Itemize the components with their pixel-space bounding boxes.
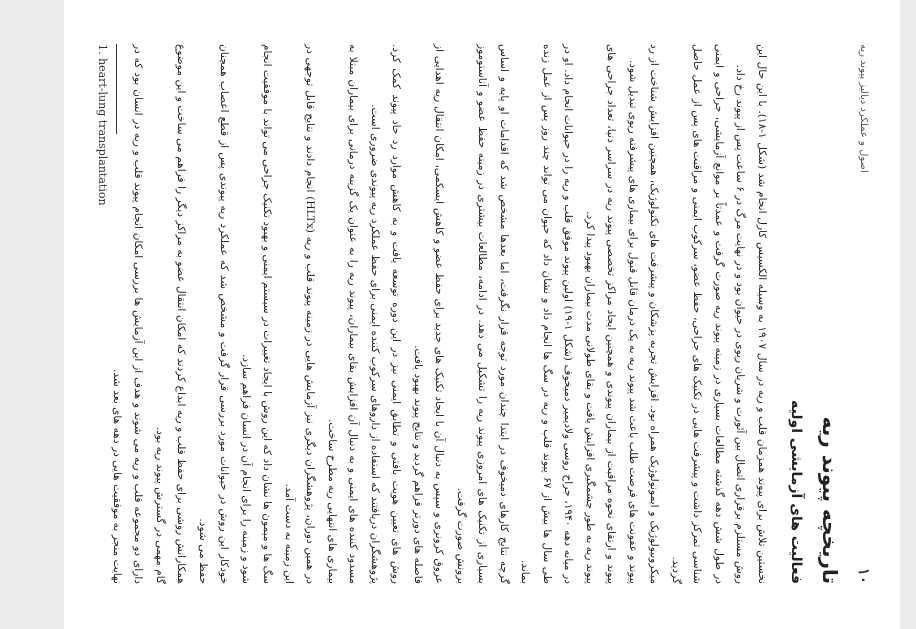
paragraph: خودکار این روش در حیوانات مورد بررسی قرار گرفت و مشخص شد که عملکرد ریه پیوندی پس از قطع اعصاب همچنان حفظ می شود.: [197, 44, 231, 584]
page-number: ۱۰: [855, 567, 873, 584]
paragraph: در میانه دهه ۱۹۴۰، جراح روسی ولادیمیر دمیخوف (شکل ۱-۱۹) اولین پیوند موفق قلب و ریه را در حیوانات انجام داد. او در طی سال ها بیش از ۶۷ پیوند قلب و ریه در سگ ها انجام داد و نشان داد که حیوان می تواند چند روز پس از عمل زنده بماند.: [519, 44, 575, 584]
chapter-title: تاریخچه پیوند ریه: [818, 416, 842, 584]
page-header: [856, 44, 872, 584]
paragraph: عروق کرونری و سپس به دنبال آن با ایجاد تکنیک های جدید برای حفظ عضو و کاهش ایسکمی، امکان انتقال ریه اهدایی از فاصله های دورتر فراهم گردید و نتایج پیوند بهبود یافت.: [412, 44, 446, 584]
paragraph: دارای دو مجموعه قلب و ریه می شوند و هدف از این آزمایش ها بررسی امکان انجام پیوند قلب و ریه در انسان بود که در نهایت منجر به موفقیت هایی در دهه های بعد شد.: [111, 44, 145, 584]
running-header: اصول و عملکرد دیالیز پیوند ریه: [858, 44, 870, 173]
paragraph: نخستین تلاش برای پیوند همزمان قلب و ریه در سال ۱۹۰۷ به وسیله الکسیس کارل انجام شد (شکل ۱-۱۸). با این حال این روش مستلزم برقراری اتصال بین آئورت و شریان ریوی در حیوان بود و در نهایت مرگ در ۶ ساعت پس از پیوند رخ داد.: [734, 44, 768, 584]
paragraph: روش های تعیین هویت بافتی و تطابق ایمنی نیز در این دوره توسعه یافت و به کاهش موارد رد حاد پیوند کمک کرد. پژوهشگران دریافتند که استفاده از داروهای سرکوب کننده ایمنی برای حفظ عملکرد ریه پیوندی ضروری است.: [369, 44, 403, 584]
document-page: [64, 0, 900, 629]
footnote-divider: [116, 44, 117, 134]
paragraph: همکارانش روشی برای حفظ قلب و ریه ابداع کردند که امکان انتقال عضو به مراکز دیگر را فراهم می ساخت و این موضوع گام مهمی در گسترش پیوند ریه بود.: [154, 44, 188, 584]
paragraph: مسدود کننده های ایمنی و به دنبال آن افزایش بقای بیماران، پیوند ریه را به عنوان یک گزینه درمانی برای بیماران مبتلا به بیماری های انتهایی ریه مطرح ساخت.: [326, 44, 360, 584]
paragraph: میکروبیولوژیک و ایمونولوژیک همراه بود. افزایش تجربه پزشکان و پیشرفت های تکنولوژیک، همچنین افزایش شناخت از رد پیوند و عفونت های فرصت طلب باعث شد پیوند ریه به یک درمان قابل قبول برای بیماری های پیشرفته ریوی تبدیل شود.: [627, 44, 661, 584]
footnote: 1. heart-lung transplantation: [96, 44, 109, 206]
paragraph: سگ ها و میمون ها نشان داد که این روش با ایجاد تغییرات در سیستم ایمنی و بهبود تکنیک جراحی می تواند با موفقیت انجام شود و زمینه را برای انجام آن در انسان فراهم سازد.: [240, 44, 274, 584]
paragraph: پیوند و ارتقای نحوه مراقبت از بیماران پیوندی و همچنین ایجاد مراکز تخصصی پیوند ریه در سراسر دنیا، تعداد جراحی های پیوند ریه به طور چشمگیری افزایش یافت و بقای طولانی مدت بیماران بهبود پیدا کرد.: [584, 44, 618, 584]
section-title: فعالیت های آزمایشی اولیه: [788, 400, 804, 584]
body-text: [106, 44, 773, 584]
paragraph: گرچه نتایج کارهای دمیخوف در ابتدا چندان مورد توجه قرار نگرفت، اما بعدها مشخص شد که اقدامات او پایه و اساس بسیاری از تکنیک های امروزی پیوند ریه را تشکیل می دهد. در ادامه، مطالعات بیشتری در زمینه حفظ عضو و آناستوموز برونش صورت گرفت.: [455, 44, 510, 584]
rotated-page-content: [82, 4, 882, 624]
paragraph: در همین دوران، پژوهشگران دیگری نیز آزمایش هایی در زمینه پیوند قلب و ریه (HLTx) انجام دادند و نتایج قابل توجهی در این زمینه به دست آمد.: [283, 44, 317, 584]
paragraph: در طول شش دهه گذشته مطالعات بسیاری در زمینه پیوند ریه صورت گرفت و عمدتاً بر موانع آزمایشی، جراحی و ایمنی شناسی تمرکز داشت و پیشرفت هایی در تکنیک های جراحی، حفظ عضو، سرکوب ایمنی و مراقبت های پس از عمل حاصل گردید.: [670, 44, 725, 584]
